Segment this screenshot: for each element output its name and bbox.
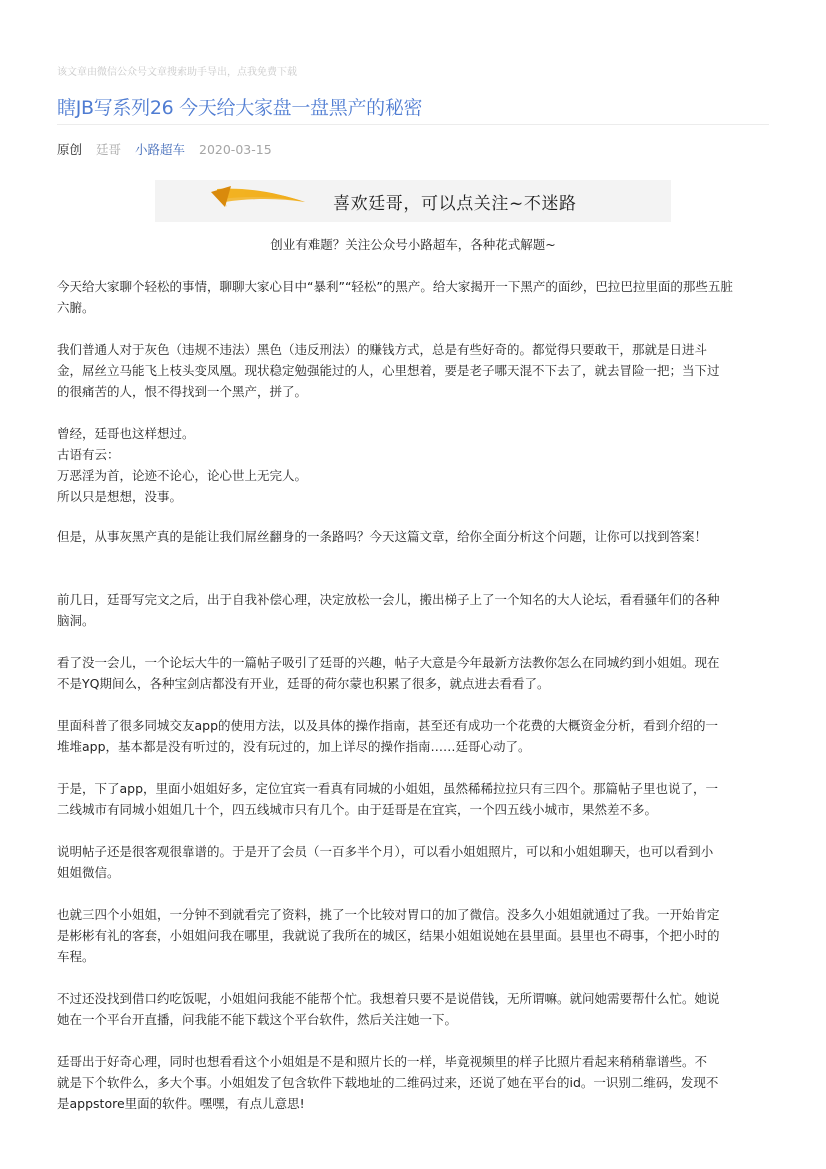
paragraph-line: 于是，下了app，里面小姐姐好多，定位宜宾一看真有同城的小姐姐，虽然稀稀拉拉只有三四个。那篇帖子里也说了，一 [57, 781, 719, 796]
paragraph-line: 不是YQ期间么，各种宝剑店都没有开业，廷哥的荷尔蒙也积累了很多，就点进去看看了。 [57, 676, 550, 691]
body-paragraph [57, 1051, 769, 1114]
paragraph-line: 脑洞。 [57, 613, 95, 628]
paragraph-line: 姐姐微信。 [57, 865, 120, 880]
body-paragraph [57, 652, 769, 694]
paragraph-line: 里面科普了很多同城交友app的使用方法，以及具体的操作指南，甚至还有成功一个花费的大概资金分析，看到介绍的一 [57, 718, 719, 733]
paragraph-line: 二线城市有同城小姐姐几十个，四五线城市只有几个。由于廷哥是在宜宾，一个四五线小城市，果然差不多。 [57, 802, 658, 817]
paragraph-line: 也就三四个小姐姐，一分钟不到就看完了资料，挑了一个比较对胃口的加了微信。没多久小姐姐就通过了我。一开始肯定 [57, 907, 720, 922]
export-note-link[interactable]: 该文章由微信公众号文章搜索助手导出，点我免费下载 [57, 67, 297, 78]
paragraph-line: 曾经，廷哥也这样想过。 [57, 426, 195, 441]
paragraph-line: 前几日，廷哥写完文之后，出于自我补偿心理，决定放松一会儿，搬出梯子上了一个知名的大人论坛，看看骚年们的各种 [57, 592, 720, 607]
paragraph-line: 的很痛苦的人，恨不得找到一个黑产，拼了。 [57, 384, 308, 399]
author-name: 廷哥 [96, 142, 122, 157]
body-paragraph [57, 339, 769, 402]
promo-subline: 创业有难题？关注公众号小路超车，各种花式解题~ [270, 237, 556, 252]
paragraph-line: 车程。 [57, 949, 95, 964]
body-paragraph [57, 423, 769, 507]
paragraph-line: 是appstore里面的软件。嘿嘿，有点儿意思! [57, 1096, 305, 1111]
body-paragraph [57, 715, 769, 757]
publish-date: 2020-03-15 [199, 142, 272, 157]
paragraph-line: 说明帖子还是很客观很靠谱的。于是开了会员（一百多半个月），可以看小姐姐照片，可以和小姐姐聊天，也可以看到小 [57, 844, 714, 859]
body-paragraph [57, 589, 769, 631]
body-paragraph [57, 988, 769, 1030]
body-paragraph [57, 841, 769, 883]
paragraph-line: 就是下个软件么，多大个事。小姐姐发了包含软件下载地址的二维码过来，还说了她在平台的id。一识别二维码，发现不 [57, 1075, 719, 1090]
body-paragraph [57, 276, 769, 318]
paragraph-line: 是彬彬有礼的客套，小姐姐问我在哪里，我就说了我所在的城区，结果小姐姐说她在县里面。县里也不碍事，个把小时的 [57, 928, 720, 943]
paragraph-line: 古语有云： [57, 447, 120, 462]
paragraph-line: 不过还没找到借口约吃饭呢，小姐姐问我能不能帮个忙。我想着只要不是说借钱，无所谓嘛。就问她需要帮什么忙。她说 [57, 991, 720, 1006]
paragraph-line: 万恶淫为首，论迹不论心，论心世上无完人。 [57, 468, 308, 483]
article-title: 瞎JB写系列26 今天给大家盘一盘黑产的秘密 [57, 97, 423, 119]
paragraph-line: 今天给大家聊个轻松的事情，聊聊大家心目中“暴利”“轻松”的黑产。给大家揭开一下黑产的面纱，巴拉巴拉里面的那些五脏 [57, 279, 733, 294]
paragraph-line: 看了没一会儿，一个论坛大牛的一篇帖子吸引了廷哥的兴趣，帖子大意是今年最新方法教你怎么在同城约到小姐姐。现在 [57, 655, 720, 670]
paragraph-line: 所以只是想想，没事。 [57, 489, 183, 504]
body-paragraph [57, 778, 769, 820]
follow-banner [155, 180, 671, 222]
original-tag: 原创 [57, 142, 83, 157]
paragraph-line: 金，屌丝立马能飞上枝头变凤凰。现状稳定勉强能过的人，心里想着，要是老子哪天混不下去了，就去冒险一把；当下过 [57, 363, 720, 378]
body-paragraph [57, 904, 769, 967]
paragraph-line: 但是，从事灰黑产真的是能让我们屌丝翻身的一条路吗？今天这篇文章，给你全面分析这个问题，让你可以找到答案！ [57, 529, 708, 544]
paragraph-line: 她在一个平台开直播，问我能不能下载这个平台软件，然后关注她一下。 [57, 1012, 458, 1027]
paragraph-line: 六腑。 [57, 300, 95, 315]
account-link[interactable]: 小路超车 [135, 142, 186, 157]
article-meta [57, 140, 282, 158]
banner-text: 喜欢廷哥，可以点关注~不迷路 [333, 194, 577, 214]
body-paragraph [57, 526, 769, 547]
paragraph-line: 堆堆app，基本都是没有听过的，没有玩过的，加上详尽的操作指南……廷哥心动了。 [57, 739, 531, 754]
title-divider [57, 124, 769, 125]
paragraph-line: 廷哥出于好奇心理，同时也想看看这个小姐姐是不是和照片长的一样，毕竟视频里的样子比照片看起来稍稍靠谱些。不 [57, 1054, 708, 1069]
paragraph-line: 我们普通人对于灰色（违规不违法）黑色（违反刑法）的赚钱方式，总是有些好奇的。都觉得只要敢干，那就是日进斗 [57, 342, 708, 357]
